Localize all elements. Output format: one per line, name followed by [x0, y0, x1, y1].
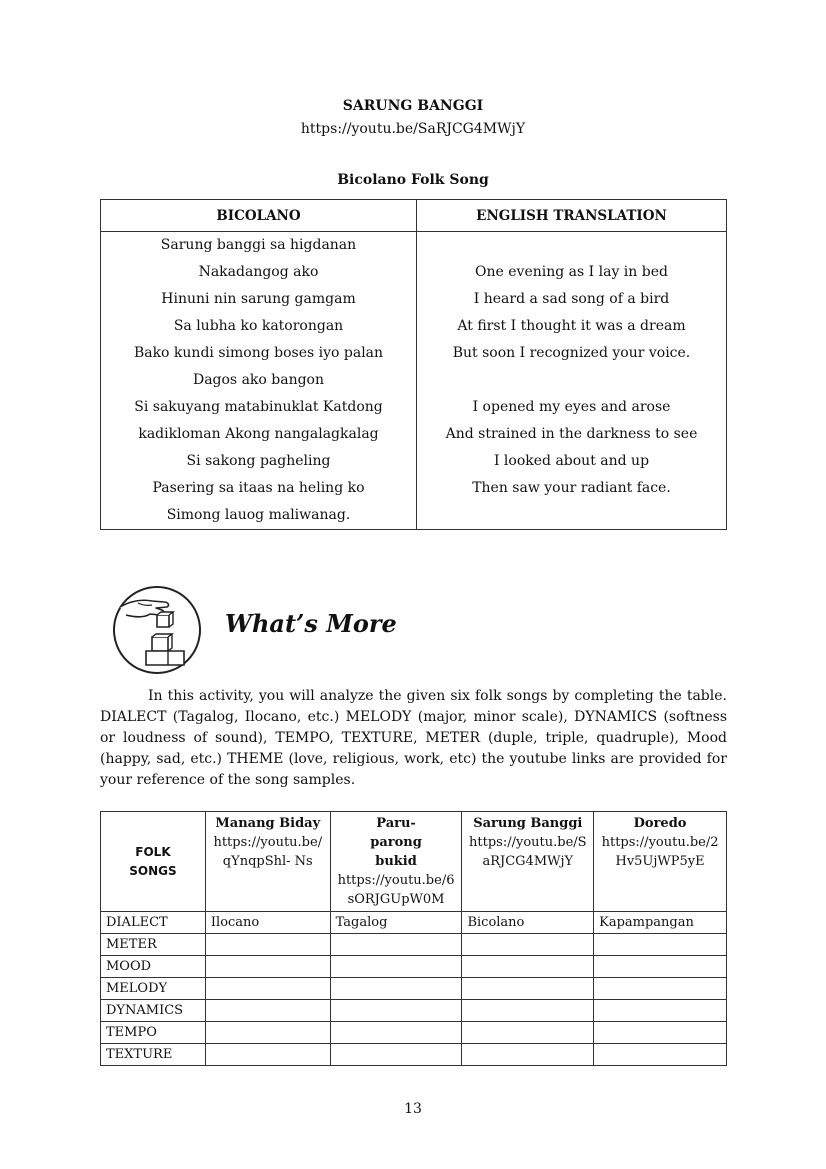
- song-header: [462, 812, 594, 912]
- english-lyric-line: [417, 502, 726, 529]
- table-cell[interactable]: [205, 934, 330, 956]
- table-cell[interactable]: [330, 978, 462, 1000]
- english-lyric-line: And strained in the darkness to see: [445, 426, 698, 442]
- song-header: [594, 812, 727, 912]
- table-cell[interactable]: [330, 1022, 462, 1044]
- song-url: https://youtu.be/SaRJCG4MWjY: [300, 121, 526, 137]
- bicolano-lyric-line: Hinuni nin sarung gamgam: [161, 291, 356, 307]
- bicolano-lyric-line: Bako kundi simong boses iyo palan: [133, 345, 384, 361]
- english-lyric-line: But soon I recognized your voice.: [452, 345, 691, 361]
- english-lyric-line: [417, 232, 726, 259]
- english-lyric-line: I opened my eyes and arose: [472, 399, 671, 415]
- table-row: [101, 912, 727, 934]
- table-row: [101, 1022, 727, 1044]
- folk-songs-header: FOLK SONGS: [101, 812, 206, 912]
- row-label: DIALECT: [101, 912, 206, 934]
- whats-more-heading: What’s More: [225, 609, 397, 638]
- bicolano-lyric-line: kadikloman Akong nangalagkalag: [138, 426, 379, 442]
- english-lyric-line: I heard a sad song of a bird: [473, 291, 670, 307]
- table-cell[interactable]: [594, 1044, 727, 1066]
- english-translation: [417, 232, 727, 530]
- table-row: [101, 956, 727, 978]
- table-cell[interactable]: [594, 1022, 727, 1044]
- table-cell[interactable]: [205, 1022, 330, 1044]
- song-header-name: Sarung Banggi: [473, 816, 583, 831]
- bicolano-lyric-line: Simong lauog maliwanag.: [166, 507, 351, 523]
- hand-stacking-blocks-icon: [112, 585, 202, 675]
- song-header: [330, 812, 462, 912]
- bicolano-lyrics: [101, 232, 417, 530]
- table-cell[interactable]: [462, 1044, 594, 1066]
- table-cell[interactable]: [205, 978, 330, 1000]
- table-cell[interactable]: [330, 934, 462, 956]
- table-cell[interactable]: [594, 978, 727, 1000]
- english-lyric-line: I looked about and up: [493, 453, 650, 469]
- english-lyric-line: One evening as I lay in bed: [475, 264, 668, 280]
- song-header-link[interactable]: https://youtu.be/SaRJCG4MWjY: [469, 835, 587, 869]
- song-header-link[interactable]: https://youtu.be/2Hv5UjWP5yE: [601, 835, 719, 869]
- row-label: MELODY: [101, 978, 206, 1000]
- song-header-name: Manang Biday: [215, 816, 321, 831]
- table-row: [101, 978, 727, 1000]
- song-subtitle: Bicolano Folk Song: [337, 172, 489, 188]
- table-cell[interactable]: [462, 956, 594, 978]
- table-cell[interactable]: [594, 1000, 727, 1022]
- page-number: 13: [404, 1101, 422, 1117]
- table-cell[interactable]: [330, 1044, 462, 1066]
- lyrics-header-english: ENGLISH TRANSLATION: [417, 200, 727, 232]
- table-row: [101, 1044, 727, 1066]
- table-cell[interactable]: [205, 1000, 330, 1022]
- song-title: SARUNG BANGGI: [342, 98, 484, 114]
- bicolano-lyric-line: Sa lubha ko katorongan: [173, 318, 344, 334]
- table-cell[interactable]: [205, 956, 330, 978]
- english-lyric-line: At first I thought it was a dream: [457, 318, 686, 334]
- table-cell[interactable]: [462, 1000, 594, 1022]
- bicolano-lyric-line: Sarung banggi sa higdanan: [160, 237, 357, 253]
- table-cell[interactable]: [594, 934, 727, 956]
- table-cell[interactable]: [462, 934, 594, 956]
- english-lyric-line: Then saw your radiant face.: [472, 480, 671, 496]
- table-cell[interactable]: Kapampangan: [594, 912, 727, 934]
- bicolano-lyric-line: Si sakong pagheling: [186, 453, 331, 469]
- english-lyric-line: [417, 367, 726, 394]
- lyrics-header-bicolano: BICOLANO: [101, 200, 417, 232]
- table-cell[interactable]: Tagalog: [330, 912, 462, 934]
- table-cell[interactable]: [462, 1022, 594, 1044]
- bicolano-lyric-line: Si sakuyang matabinuklat Katdong: [134, 399, 383, 415]
- table-row: [101, 1000, 727, 1022]
- song-header: [205, 812, 330, 912]
- folk-song-analysis-table: [100, 811, 727, 1066]
- row-label: METER: [101, 934, 206, 956]
- table-cell[interactable]: [205, 1044, 330, 1066]
- lyrics-table: [100, 199, 727, 530]
- song-header-name: Doredo: [633, 816, 687, 831]
- table-cell[interactable]: [462, 978, 594, 1000]
- table-row: [101, 934, 727, 956]
- song-header-link[interactable]: https://youtu.be/6sORJGUpW0M: [337, 873, 455, 907]
- table-cell[interactable]: [594, 956, 727, 978]
- row-label: DYNAMICS: [101, 1000, 206, 1022]
- song-header-name: Paru-parong bukid: [370, 816, 422, 869]
- table-cell[interactable]: [330, 1000, 462, 1022]
- bicolano-lyric-line: Dagos ako bangon: [192, 372, 325, 388]
- table-cell[interactable]: [330, 956, 462, 978]
- table-cell[interactable]: Ilocano: [205, 912, 330, 934]
- bicolano-lyric-line: Pasering sa itaas na heling ko: [152, 480, 365, 496]
- bicolano-lyric-line: Nakadangog ako: [198, 264, 319, 280]
- row-label: TEXTURE: [101, 1044, 206, 1066]
- song-header-link[interactable]: https://youtu.be/qYnqpShl- Ns: [213, 835, 323, 869]
- table-cell[interactable]: Bicolano: [462, 912, 594, 934]
- row-label: MOOD: [101, 956, 206, 978]
- row-label: TEMPO: [101, 1022, 206, 1044]
- activity-instructions: In this activity, you will analyze the given six folk songs by completing the table. DIALECT (Tagalog, Ilocano, etc.) MELODY (major, minor scale), DYNAMICS (softness or loudness of sound), TEMPO, TEXTURE, METER (duple, triple, quadruple), Mood (happy, sad, etc.) THEME (love, religious, work, etc) the youtube links are provided for your reference of the song samples.: [100, 688, 727, 788]
